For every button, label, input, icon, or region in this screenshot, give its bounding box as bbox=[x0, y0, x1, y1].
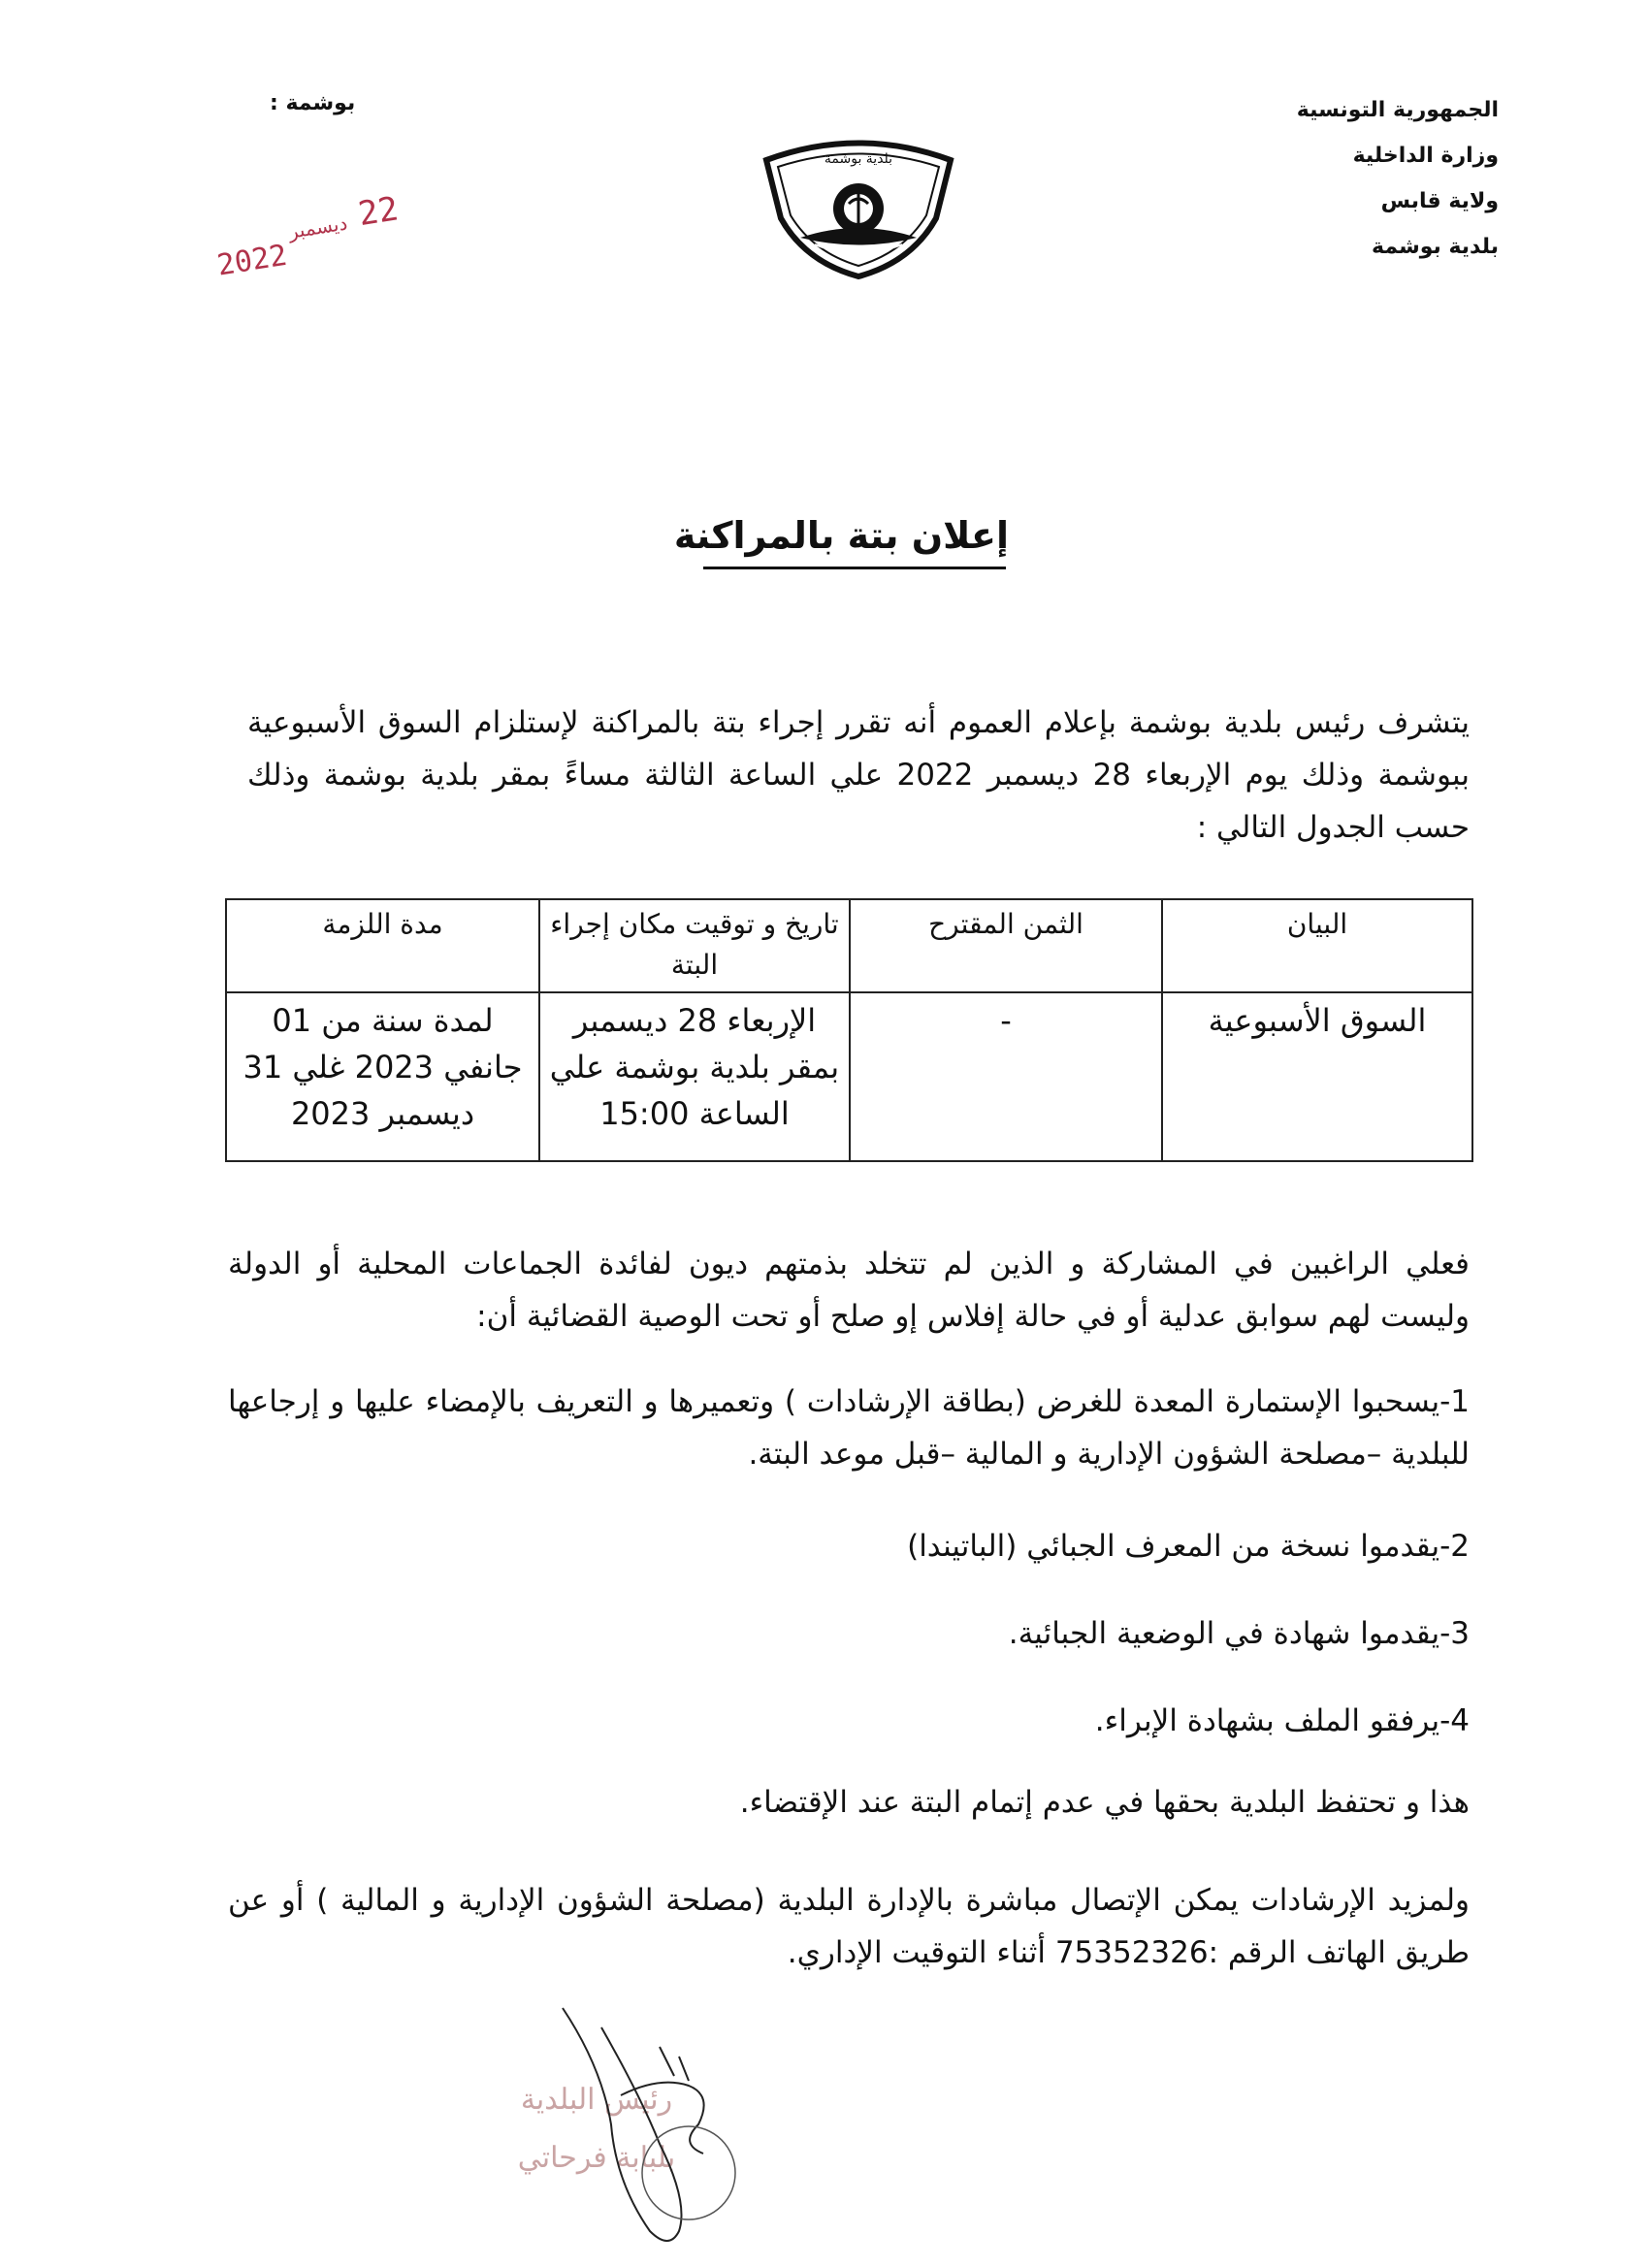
table-cell-item: السوق الأسبوعية bbox=[1162, 992, 1472, 1161]
header-governorate: ولاية قابس bbox=[1380, 189, 1499, 213]
table-row bbox=[226, 992, 1472, 1161]
document-title: إعلان بتة بالمراكنة bbox=[673, 514, 1009, 557]
reserve-note: هذا و تحتفظ البلدية بحقها في عدم إتمام البتة عند الإقتضاء. bbox=[739, 1785, 1470, 1820]
header-institution bbox=[1246, 87, 1499, 270]
auction-table bbox=[225, 898, 1473, 1162]
signature-title: رئيس البلدية bbox=[520, 2083, 673, 2117]
table-cell-duration: لمدة سنة من 01 جانفي 2023 غلي 31 ديسمبر 2023 bbox=[226, 992, 539, 1161]
table-header-row bbox=[226, 899, 1472, 992]
date-stamp-year: 2022 bbox=[214, 238, 290, 283]
contact-paragraph: ولمزيد الإرشادات يمكن الإتصال مباشرة بالإدارة البلدية (مصلحة الشؤون الإدارية و المالية ) أو عن طريق الهاتف الرقم :75352326 أثناء التوقيت الإداري. bbox=[228, 1883, 1470, 1970]
date-stamp-day: 22 bbox=[355, 189, 402, 235]
table-cell-date-place: الإربعاء 28 ديسمبر بمقر بلدية بوشمة علي الساعة 15:00 bbox=[539, 992, 850, 1161]
condition-item-4: 4-يرفقو الملف بشهادة الإبراء. bbox=[1094, 1703, 1470, 1738]
municipality-logo-icon bbox=[757, 136, 960, 281]
table-header-price: الثمن المقترح bbox=[850, 899, 1162, 992]
date-stamp bbox=[210, 187, 422, 286]
date-stamp-month: ديسمبر bbox=[286, 211, 349, 243]
logo-text: بلدية بوشمة bbox=[824, 151, 893, 167]
conditions-intro: فعلي الراغبين في المشاركة و الذين لم تتخلد بذمتهم ديون لفائدة الجماعات المحلية أو الدولة وليست لهم سوابق عدلية أو في حالة إفلاس إو صلح أو تحت الوصية القضائية أن: bbox=[228, 1247, 1470, 1334]
title-underline bbox=[703, 567, 1006, 569]
intro-paragraph: يتشرف رئيس بلدية بوشمة بإعلام العموم أنه تقرر إجراء بتة بالمراكنة لإستلزام السوق الأسبوعية ببوشمة وذلك يوم الإربعاء 28 ديسمبر 2022 علي الساعة الثالثة مساءً بمقر بلدية بوشمة وذلك حسب الجدول التالي : bbox=[247, 705, 1470, 845]
condition-item-1: 1-يسحبوا الإستمارة المعدة للغرض (بطاقة الإرشادات ) وتعميرها و التعريف بالإمضاء عليها و إرجاعها للبلدية –مصلحة الشؤون الإدارية و المالية –قبل موعد البتة. bbox=[228, 1384, 1470, 1472]
table-header-date-place: تاريخ و توقيت مكان إجراء البتة bbox=[539, 899, 850, 992]
header-republic: الجمهورية التونسية bbox=[1296, 98, 1499, 122]
table-cell-price: - bbox=[850, 992, 1162, 1161]
signature-name: بلبابة فرحاتي bbox=[517, 2141, 676, 2175]
header-municipality: بلدية بوشمة bbox=[1372, 235, 1499, 259]
condition-item-3: 3-يقدموا شهادة في الوضعية الجبائية. bbox=[1008, 1616, 1470, 1651]
table-header-item: البيان bbox=[1162, 899, 1472, 992]
table-header-duration: مدة اللزمة bbox=[226, 899, 539, 992]
handwritten-signature-icon bbox=[543, 1989, 757, 2260]
header-ministry: وزارة الداخلية bbox=[1352, 144, 1499, 168]
header-place: بوشمة : bbox=[270, 91, 356, 115]
condition-item-2: 2-يقدموا نسخة من المعرف الجبائي (الباتيندا) bbox=[907, 1529, 1470, 1564]
